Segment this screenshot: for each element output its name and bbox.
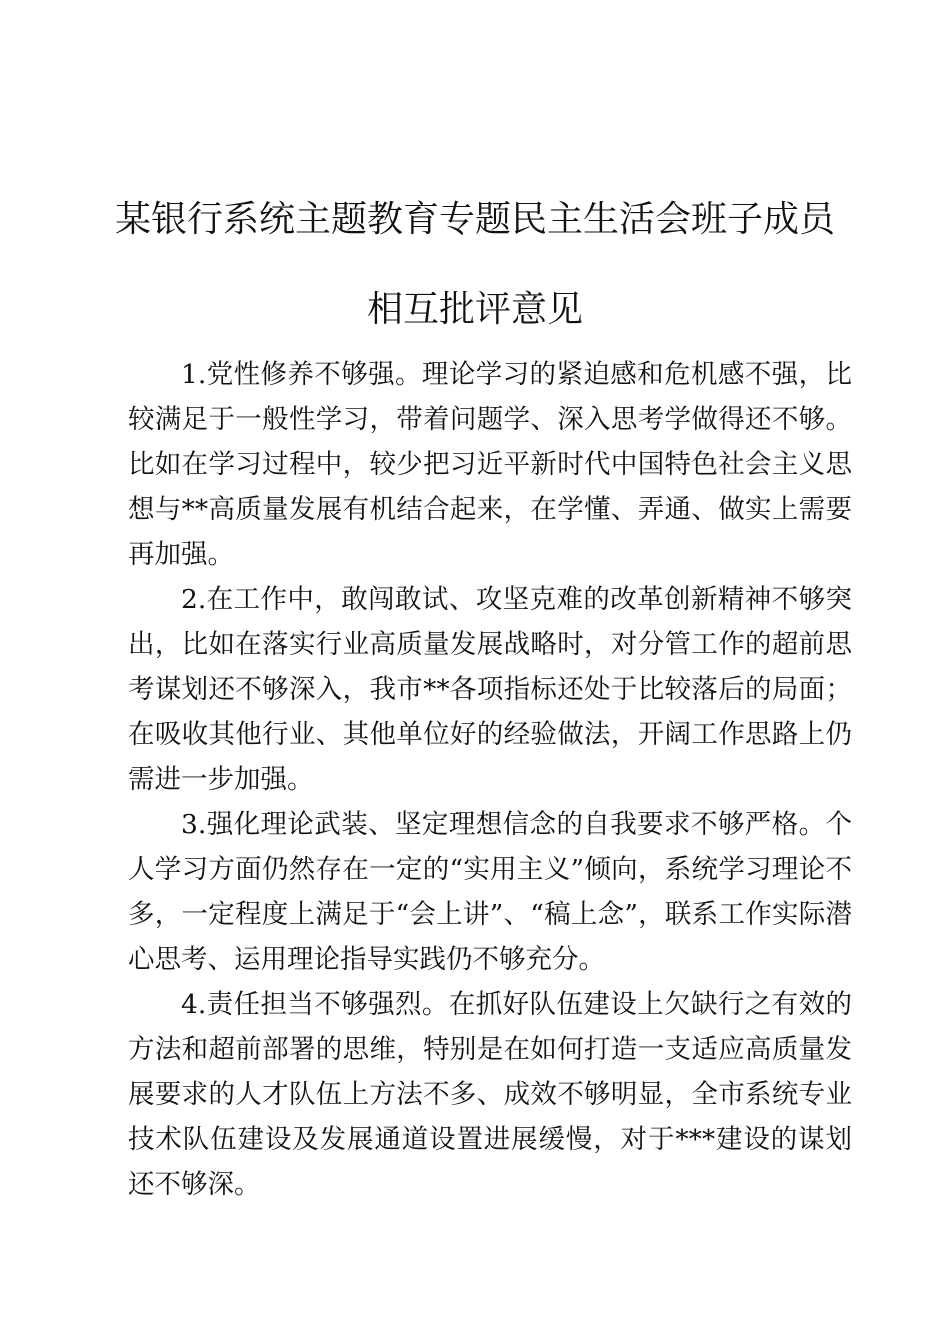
paragraph-3: 3.强化理论武装、坚定理想信念的自我要求不够严格。个人学习方面仍然存在一定的“实用主义”倾向，系统学习理论不多，一定程度上满足于“会上讲”、“稿上念”，联系工作实际潜心思考、运用理论指导实践仍不够充分。 — [128, 809, 852, 975]
paragraph-1: 1.党性修养不够强。理论学习的紧迫感和危机感不强，比较满足于一般性学习，带着问题学、深入思考学做得还不够。比如在学习过程中，较少把习近平新时代中国特色社会主义思想与**高质量发展有机结合起来，在学懂、弄通、做实上需要再加强。 — [128, 359, 852, 570]
document-body — [128, 352, 852, 1207]
paragraph-2: 2.在工作中，敢闯敢试、攻坚克难的改革创新精神不够突出，比如在落实行业高质量发展战略时，对分管工作的超前思考谋划还不够深入，我市**各项指标还处于比较落后的局面；在吸收其他行业、其他单位好的经验做法，开阔工作思路上仍需进一步加强。 — [128, 584, 852, 795]
document-title-line-1: 某银行系统主题教育专题民主生活会班子成员 — [114, 199, 835, 240]
paragraph-4: 4.责任担当不够强烈。在抓好队伍建设上欠缺行之有效的方法和超前部署的思维，特别是在如何打造一支适应高质量发展要求的人才队伍上方法不多、成效不够明显，全市系统专业技术队伍建设及发展通道设置进展缓慢，对于***建设的谋划还不够深。 — [128, 989, 852, 1200]
document-title-line-2: 相互批评意见 — [366, 289, 583, 330]
